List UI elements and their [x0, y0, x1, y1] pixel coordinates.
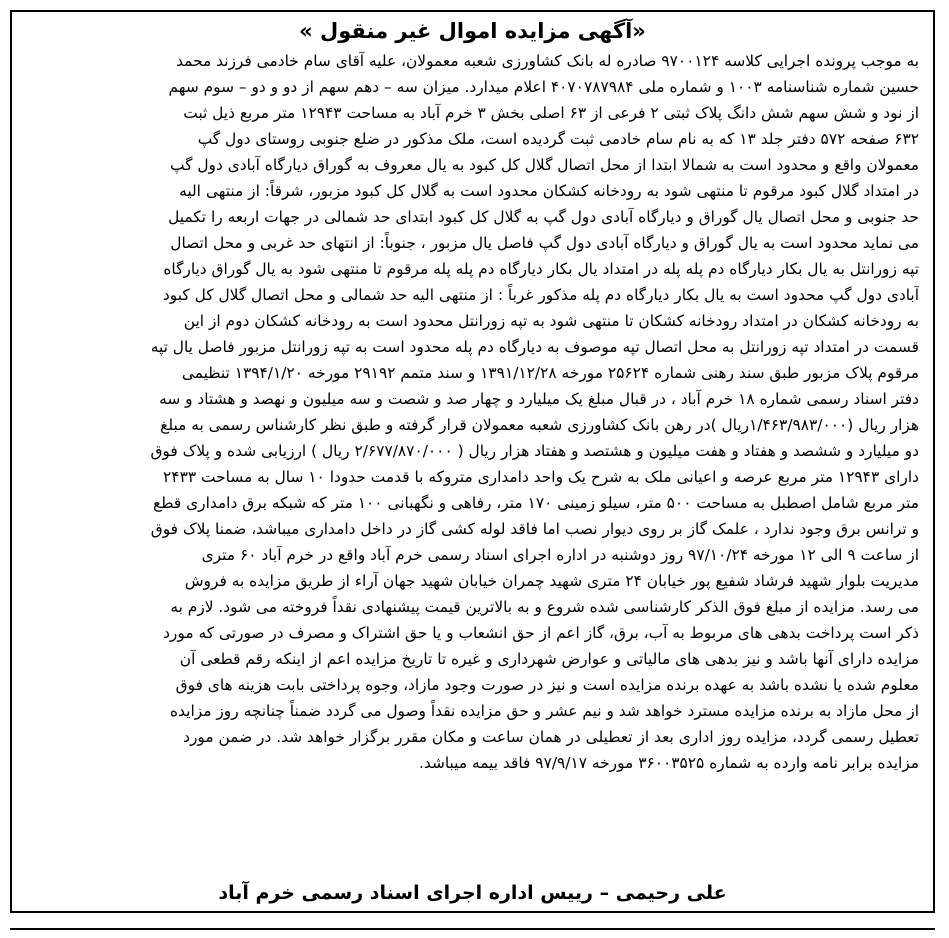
body-line: معمولان واقع و محدود است به شمالا ابتدا از محل اتصال گلال کل کبود به یال معروف به گوراق دیارگاه آبادی دول گپ — [170, 156, 919, 174]
bottom-divider — [10, 928, 935, 930]
body-line: می رسد. مزایده از مبلغ فوق الذکر کارشناسی شده شروع و به بالاترین قیمت پیشنهادی نقداً فروخته می شود. لازم به — [170, 598, 919, 616]
body-line: هزار ریال (۱/۴۶۳/۹۸۳/۰۰۰ریال )در رهن بانک کشاورزی شعبه معمولان قرار گرفته و طبق نظر کارشناس رسمی به مبلغ — [160, 416, 919, 434]
body-line: حد جنوبی و محل اتصال یال گوراق و دیارگاه آبادی دول گپ به گلال کل کبود ابتدای حد شمالی در جهات اربعه را تکمیل — [168, 208, 919, 226]
body-line: معلوم شده یا نشده باشد به عهده برنده مزایده است و نیز در صورت وجود مازاد، وجوه پرداختی بابت هزینه های فوق — [175, 676, 919, 694]
body-line: از محل مازاد به برنده مزایده مسترد خواهد شد و نیم عشر و حق مزایده نقداً وصول می گردد ضمناً چنانچه روز مزایده — [170, 702, 919, 720]
body-line: مزایده دارای آنها باشد و نیز بدهی های مالیاتی و عوارض شهرداری و غیره تا تاریخ مزایده اعم از اینکه رقم قطعی آن — [179, 650, 919, 668]
body-line: به رودخانه کشکان در امتداد رودخانه کشکان تا منتهی شود به تپه زورانتل محدود است به رودخانه کشکان دوم از این — [183, 312, 919, 330]
body-line: از ساعت ۹ الی ۱۲ مورخه ۹۷/۱۰/۲۴ روز دوشنبه در اداره اجرای اسناد رسمی خرم آباد واقع در خرم آباد ۶۰ متری — [201, 546, 919, 564]
body-line: مدیریت بلوار شهید فرشاد شفیع پور خیابان ۲۴ متری شهید چمران خیابان شهید جهان آراء از طریق مزایده به فروش — [184, 572, 919, 590]
body-line: به موجب پرونده اجرایی کلاسه ۹۷۰۰۱۲۴ صادره له بانک کشاورزی شعبه معمولان، علیه آقای سام خادمی فرزند محمد — [176, 52, 919, 70]
body-line: دفتر اسناد رسمی شماره ۱۸ خرم آباد ، در قبال مبلغ یک میلیارد و چهار صد و شصت و سه میلیون و نهصد و هشتاد و سه — [159, 390, 919, 408]
body-line: آبادی دول گپ محدود است به یال بکار دیارگاه دم پله مذکور غرباً : از منتهی الیه حد شمالی و محل اتصال گلال کل کبود — [162, 286, 919, 304]
notice-title: «آگهی مزایده اموال غیر منقول » — [299, 19, 646, 43]
body-line: مزایده برابر نامه وارده به شماره ۳۶۰۰۳۵۲۵ مورخه ۹۷/۹/۱۷ فاقد بیمه میباشد. — [418, 754, 919, 772]
body-line: ذکر است پرداخت بدهی های مربوط به آب، برق، گاز اعم از حق انشعاب و یا حق اشتراک و مصرف در صورتی که مورد — [163, 624, 919, 642]
notice-body — [26, 48, 919, 876]
notice-signature: علی رحیمی – رییس اداره اجرای اسناد رسمی خرم آباد — [218, 882, 727, 904]
auction-notice — [10, 10, 935, 913]
body-line: در امتداد گلال کبود مرقوم تا منتهی شود به رودخانه کشکان محدود است به گلال کل کبود مزبور، شرقاً: از منتهی الیه — [179, 182, 919, 200]
body-line: تپه زورانتل به یال بکار دیارگاه دم پله پله در امتداد یال بکار دیارگاه دم پله پله مرقوم تا منتهی شود به یال گوراق دیارگاه — [163, 260, 919, 278]
body-line: قسمت در امتداد تپه زورانتل به محل اتصال تپه موصوف به دیارگاه دم پله محدود است به تپه زورانتل مزبور فاصل یال تپه — [150, 338, 919, 356]
body-line: دارای ۱۲۹۴۳ متر مربع عرصه و اعیانی ملک به شرح یک واحد دامداری متروکه با قدمت حدودا ۱۰ سال به مساحت ۲۴۳۳ — [163, 468, 919, 486]
body-line: متر مربع شامل اصطبل به مساحت ۵۰۰ متر، سیلو زمینی ۱۷۰ متر، رفاهی و نگهبانی ۱۰۰ متر که شبکه برق دامداری قطع — [153, 494, 919, 512]
body-line: و ترانس برق وجود ندارد ، علمک گاز بر روی دیوار نصب اما فاقد لوله کشی گاز در داخل دامداری میباشد، ضمنا پلاک فوق — [150, 520, 919, 538]
body-line: از نود و شش سهم شش دانگ پلاک ثبتی ۲ فرعی از ۶۳ اصلی بخش ۳ خرم آباد به مساحت ۱۲۹۴۳ متر مربع ذیل ثبت — [183, 104, 919, 122]
body-line: دو میلیارد و ششصد و هفتاد و هفت میلیون و هشتصد و هفتاد هزار ریال ( ۲/۶۷۷/۸۷۰/۰۰۰ ریال ) ارزیابی شده و پلاک فوق — [150, 442, 919, 460]
body-line: تعطیل رسمی گردد، مزایده روز اداری بعد از تعطیلی در همان ساعت و مکان مقرر برگزار خواهد شد. در ضمن مورد — [183, 728, 919, 746]
body-line: می نماید محدود است به یال گوراق و دیارگاه آبادی دول گپ فاصل یال مزبور ، جنوباً: از انتهای حد غربی و محل اتصال — [170, 234, 919, 252]
body-line: مرقوم پلاک مزبور طبق سند رهنی شماره ۲۵۶۲۴ مورخه ۱۳۹۱/۱۲/۲۸ و سند متمم ۲۹۱۹۲ مورخه ۱۳۹۴/۱/۲۰ تنظیمی — [181, 364, 919, 382]
body-line: ۶۳۲ صفحه ۵۷۲ دفتر جلد ۱۳ که به نام سام خادمی ثبت گردیده است، ملک مذکور در ضلع جنوبی روستای دول گپ — [197, 130, 919, 148]
body-line: حسین شماره شناسنامه ۱۰۰۳ و شماره ملی ۴۰۷۰۷۸۷۹۸۴ اعلام میدارد. میزان سه – دهم سهم از دو و دو – سوم سهم — [168, 78, 919, 96]
